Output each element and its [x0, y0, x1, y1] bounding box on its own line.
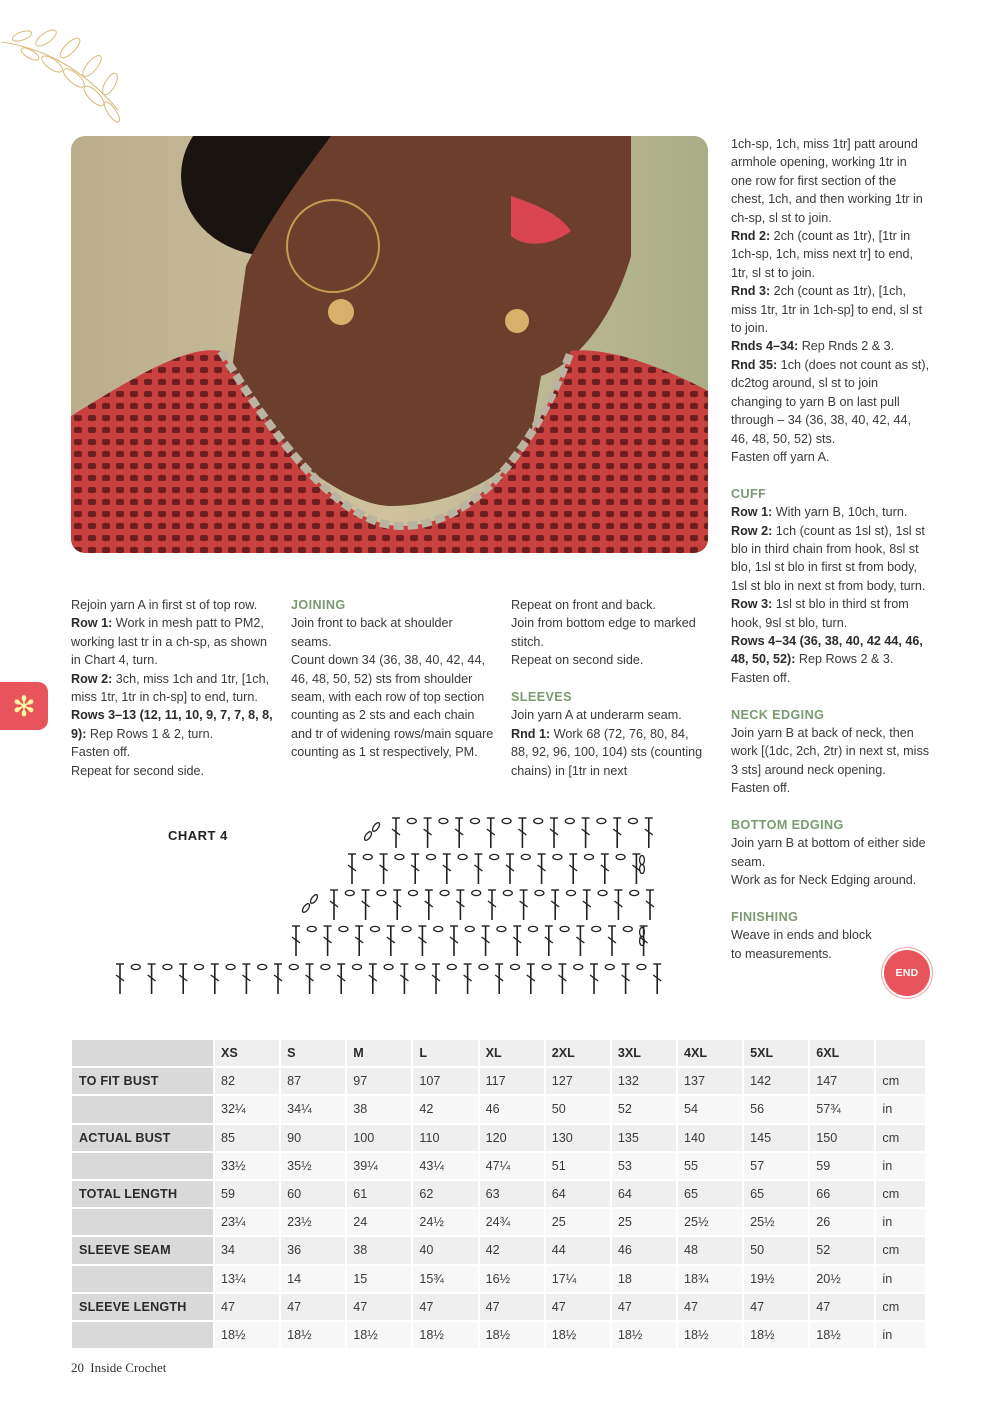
chain-stitch-symbol: [560, 926, 569, 931]
corner-cell: [72, 1040, 215, 1068]
chain-stitch-symbol: [339, 926, 348, 931]
measurement-value: 46: [612, 1237, 678, 1265]
instruction-text: Fasten off.: [731, 781, 791, 796]
size-header-cell: 2XL: [546, 1040, 612, 1068]
measurement-value: 60: [281, 1181, 347, 1209]
measurement-value: 34¼: [281, 1096, 347, 1124]
instruction-text: Work in mesh patt to PM2, working last tr in a ch-sp, as shown in Chart 4, turn.: [71, 616, 267, 668]
measurement-value: 25: [546, 1209, 612, 1237]
instruction-text: With yarn B, 10ch, turn.: [772, 505, 908, 520]
instruction-label: Row 2:: [731, 523, 773, 538]
cuff-heading: CUFF: [731, 486, 767, 501]
instruction-text: 1ch (count as 1sl st), 1sl st blo in third chain from hook, 8sl st blo, 1sl st blo in first st from body, 1sl st blo in next st from body, turn.: [731, 523, 926, 593]
instruction-text: Repeat for second side.: [71, 763, 205, 778]
instruction-line: [71, 706, 275, 743]
instruction-text: Count down 34 (36, 38, 40, 42, 44, 46, 48, 50, 52) sts from shoulder seam, with each row of top section counting as 2 sts and each chain and tr of widening rows/main square counting as 1 st respectively, PM.: [291, 653, 494, 760]
chain-stitch-symbol: [258, 964, 267, 969]
measurement-value: 24½: [413, 1209, 479, 1237]
instruction-text: Fasten off.: [731, 670, 791, 685]
chain-stitch-symbol: [371, 926, 380, 931]
measurement-value: 47: [281, 1294, 347, 1322]
chain-stitch-symbol: [497, 926, 506, 931]
measurement-value: 100: [347, 1125, 413, 1153]
instruction-text: 2ch (count as 1tr), [1ch, miss 1tr, 1tr in 1ch-sp] to end, sl st to join.: [731, 284, 923, 336]
unit-cell: in: [876, 1096, 927, 1124]
chain-stitch-symbol: [471, 818, 480, 823]
chain-stitch-symbol: [226, 964, 235, 969]
instruction-line: [731, 503, 931, 521]
measurement-value: 47¼: [480, 1153, 546, 1181]
chart-4-stitch-diagram: [110, 812, 670, 998]
neck-edging-heading: NECK EDGING: [731, 707, 825, 722]
instruction-label: Rows 3–13 (12, 11, 10, 9, 7, 7, 8, 8, 9):: [71, 708, 273, 741]
measurement-value: 47: [744, 1294, 810, 1322]
instruction-label: Rnd 3:: [731, 284, 771, 299]
instruction-text: Work as for Neck Edging around.: [731, 873, 917, 888]
instruction-text: Join yarn A at underarm seam.: [511, 708, 682, 723]
instruction-line: [731, 337, 931, 355]
measurement-value: 82: [215, 1068, 281, 1096]
measurement-value: 145: [744, 1125, 810, 1153]
size-header-cell: 3XL: [612, 1040, 678, 1068]
instruction-label: Rnd 35:: [731, 357, 778, 372]
instruction-label: Row 2:: [71, 671, 113, 686]
instruction-text: 1ch-sp, 1ch, miss 1tr] patt around armhole opening, working 1tr in one row for first section of the chest, 1ch, and then working 1tr in ch-sp, sl st to join.: [731, 137, 923, 225]
chain-stitch-symbol: [131, 964, 140, 969]
measurement-value: 62: [413, 1181, 479, 1209]
unit-cell: in: [876, 1322, 927, 1350]
measurement-value: 20½: [810, 1266, 876, 1294]
size-header-cell: 4XL: [678, 1040, 744, 1068]
measurement-value: 18: [612, 1266, 678, 1294]
instruction-line: [511, 725, 707, 780]
chain-stitch-symbol: [503, 890, 512, 895]
instruction-line: [731, 227, 931, 282]
measurement-value: 50: [546, 1096, 612, 1124]
chain-stitch-symbol: [629, 818, 638, 823]
instruction-line: [731, 669, 931, 687]
cuff-rows: [731, 503, 931, 687]
measurement-value: 18½: [612, 1322, 678, 1350]
chain-stitch-symbol: [521, 854, 530, 859]
measurement-value: 55: [678, 1153, 744, 1181]
unit-cell: in: [876, 1266, 927, 1294]
instruction-label: Rnds 4–34:: [731, 339, 799, 354]
size-header-cell: XL: [480, 1040, 546, 1068]
magazine-name: Inside Crochet: [90, 1360, 167, 1375]
chain-stitch-symbol: [416, 964, 425, 969]
instruction-text: Rep Rows 1 & 2, turn.: [86, 726, 214, 741]
page-number: 20: [71, 1360, 84, 1375]
chain-stitch-symbol: [458, 854, 467, 859]
measurement-value: 18½: [546, 1322, 612, 1350]
measurement-value: 17¼: [546, 1266, 612, 1294]
chain-stitch-symbol: [439, 818, 448, 823]
measurement-value: 63: [480, 1181, 546, 1209]
size-header-cell: XS: [215, 1040, 281, 1068]
measurement-value: 14: [281, 1266, 347, 1294]
measurement-value: 32¼: [215, 1096, 281, 1124]
size-header-cell: S: [281, 1040, 347, 1068]
instruction-text: 1sl st blo in third st from hook, 9sl st blo, turn.: [731, 597, 909, 630]
measurement-value: 51: [546, 1153, 612, 1181]
turning-chain-symbol: [301, 903, 311, 914]
measurement-label: [72, 1096, 215, 1124]
measurement-value: 47: [413, 1294, 479, 1322]
turning-chain-symbol: [640, 856, 645, 865]
measurement-value: 64: [612, 1181, 678, 1209]
chain-stitch-symbol: [565, 818, 574, 823]
measurement-value: 47: [612, 1294, 678, 1322]
chain-stitch-symbol: [384, 964, 393, 969]
chain-stitch-symbol: [195, 964, 204, 969]
measurement-value: 36: [281, 1237, 347, 1265]
instruction-line: [731, 724, 931, 779]
instruction-line: [731, 871, 931, 889]
chain-stitch-symbol: [427, 854, 436, 859]
chain-stitch-symbol: [472, 890, 481, 895]
chain-stitch-symbol: [402, 926, 411, 931]
chain-stitch-symbol: [407, 818, 416, 823]
measurement-value: 47: [678, 1294, 744, 1322]
instruction-line: [511, 651, 707, 669]
measurement-value: 18½: [215, 1322, 281, 1350]
chain-stitch-symbol: [363, 854, 372, 859]
turning-chain-symbol: [363, 831, 373, 842]
unit-header-cell: [876, 1040, 927, 1068]
measurement-value: 15¾: [413, 1266, 479, 1294]
measurement-value: 65: [744, 1181, 810, 1209]
measurement-value: 24¾: [480, 1209, 546, 1237]
measurement-value: 127: [546, 1068, 612, 1096]
measurement-value: 59: [810, 1153, 876, 1181]
instruction-text: Join from bottom edge to marked stitch.: [511, 616, 696, 649]
measurement-value: 42: [480, 1237, 546, 1265]
chain-stitch-symbol: [637, 964, 646, 969]
instruction-line: [731, 926, 881, 963]
measurement-value: 47: [347, 1294, 413, 1322]
measurement-value: 42: [413, 1096, 479, 1124]
measurement-value: 110: [413, 1125, 479, 1153]
instruction-text: Rep Rnds 2 & 3.: [798, 339, 895, 354]
measurement-label: ACTUAL BUST: [72, 1125, 215, 1153]
measurement-value: 65: [678, 1181, 744, 1209]
joining-heading: JOINING: [291, 598, 346, 612]
measurement-label: TOTAL LENGTH: [72, 1181, 215, 1209]
chain-stitch-symbol: [574, 964, 583, 969]
measurement-value: 56: [744, 1096, 810, 1124]
instruction-line: [731, 595, 931, 632]
instruction-text: Join yarn B at bottom of either side seam.: [731, 836, 926, 869]
instruction-text: Fasten off yarn A.: [731, 449, 830, 464]
measurement-value: 24: [347, 1209, 413, 1237]
table-row: [72, 1237, 927, 1265]
instruction-line: [511, 614, 707, 651]
joining-text: [291, 614, 495, 761]
measurement-value: 130: [546, 1125, 612, 1153]
size-table: [72, 1040, 927, 1350]
measurement-value: 132: [612, 1068, 678, 1096]
chain-stitch-symbol: [307, 926, 316, 931]
instruction-line: [511, 706, 707, 724]
chain-stitch-symbol: [440, 890, 449, 895]
measurement-value: 47: [480, 1294, 546, 1322]
unit-cell: cm: [876, 1294, 927, 1322]
measurement-value: 97: [347, 1068, 413, 1096]
measurement-value: 87: [281, 1068, 347, 1096]
chain-stitch-symbol: [630, 890, 639, 895]
measurement-value: 142: [744, 1068, 810, 1096]
measurement-value: 117: [480, 1068, 546, 1096]
measurement-value: 25½: [744, 1209, 810, 1237]
chain-stitch-symbol: [345, 890, 354, 895]
instruction-line: [511, 596, 707, 614]
chain-stitch-symbol: [377, 890, 386, 895]
unit-cell: in: [876, 1153, 927, 1181]
instruction-line: [291, 614, 495, 651]
chain-stitch-symbol: [321, 964, 330, 969]
instructions-column-2: [291, 596, 495, 762]
table-row: [72, 1266, 927, 1294]
chain-stitch-symbol: [616, 854, 625, 859]
table-row: [72, 1322, 927, 1350]
instruction-line: [731, 448, 931, 466]
size-header-cell: 5XL: [744, 1040, 810, 1068]
size-header-cell: 6XL: [810, 1040, 876, 1068]
measurement-label: SLEEVE SEAM: [72, 1237, 215, 1265]
measurement-value: 18½: [744, 1322, 810, 1350]
sleeves-heading: SLEEVES: [511, 690, 572, 705]
chain-stitch-symbol: [511, 964, 520, 969]
chain-stitch-symbol: [434, 926, 443, 931]
instruction-line: [731, 834, 931, 871]
instruction-text: Rep Rows 2 & 3.: [795, 652, 894, 667]
measurement-value: 43¼: [413, 1153, 479, 1181]
chain-stitch-symbol: [535, 890, 544, 895]
chain-stitch-symbol: [598, 890, 607, 895]
instruction-text: Join yarn B at back of neck, then work [(1dc, 2ch, 2tr) in next st, miss 3 sts] around neck opening.: [731, 725, 930, 777]
chain-stitch-symbol: [597, 818, 606, 823]
measurement-value: 140: [678, 1125, 744, 1153]
measurement-value: 15: [347, 1266, 413, 1294]
measurement-label: [72, 1322, 215, 1350]
measurement-value: 59: [215, 1181, 281, 1209]
measurement-value: 39¼: [347, 1153, 413, 1181]
instruction-text: 2ch (count as 1tr), [1tr in 1ch-sp, 1ch, miss next tr] to end, 1tr, sl st to join.: [731, 229, 913, 280]
measurement-value: 35½: [281, 1153, 347, 1181]
measurement-value: 107: [413, 1068, 479, 1096]
measurement-value: 66: [810, 1181, 876, 1209]
chain-stitch-symbol: [502, 818, 511, 823]
instruction-text: Weave in ends and block to measurements.: [731, 928, 872, 961]
measurement-value: 120: [480, 1125, 546, 1153]
section-tab-asterisk-icon: ✻: [0, 682, 48, 730]
instruction-text: 1ch (does not count as st), dc2tog around, sl st to join changing to yarn B on last pull through – 34 (36, 38, 40, 42, 44, 46, 48, 50, 52) sts.: [731, 357, 930, 446]
instruction-label: Rnd 2:: [731, 229, 771, 244]
measurement-value: 57: [744, 1153, 810, 1181]
neck-edging-text: [731, 724, 931, 798]
measurement-value: 50: [744, 1237, 810, 1265]
table-row: [72, 1181, 927, 1209]
leaf-sprig-decoration: [0, 10, 140, 125]
instruction-text: Work 68 (72, 76, 80, 84, 88, 92, 96, 100, 104) sts (counting chains) in [1tr in next: [511, 726, 703, 778]
instruction-label: Row 1:: [731, 505, 773, 520]
chain-stitch-symbol: [534, 818, 543, 823]
measurement-value: 18½: [413, 1322, 479, 1350]
measurement-value: 137: [678, 1068, 744, 1096]
measurement-value: 52: [810, 1237, 876, 1265]
chain-stitch-symbol: [409, 890, 418, 895]
instruction-label: Row 3:: [731, 597, 773, 612]
measurement-value: 53: [612, 1153, 678, 1181]
chart-4-label: CHART 4: [168, 828, 228, 843]
sleeves-text: [511, 706, 707, 780]
seam-text: [511, 596, 707, 670]
end-badge: END: [884, 950, 930, 996]
instruction-line: [731, 522, 931, 596]
instruction-label: Rnd 1:: [511, 726, 551, 741]
measurement-value: 18½: [281, 1322, 347, 1350]
measurement-value: 40: [413, 1237, 479, 1265]
measurement-value: 23¼: [215, 1209, 281, 1237]
instruction-text: Repeat on front and back.: [511, 598, 656, 612]
chain-stitch-symbol: [567, 890, 576, 895]
measurement-label: TO FIT BUST: [72, 1068, 215, 1096]
measurement-value: 44: [546, 1237, 612, 1265]
measurement-value: 135: [612, 1125, 678, 1153]
size-header-row: [72, 1040, 927, 1068]
unit-cell: in: [876, 1209, 927, 1237]
instruction-text: Rejoin yarn A in first st of top row.: [71, 598, 258, 612]
size-header-cell: M: [347, 1040, 413, 1068]
measurement-value: 54: [678, 1096, 744, 1124]
measurement-label: [72, 1153, 215, 1181]
measurement-value: 18½: [480, 1322, 546, 1350]
measurement-value: 13¼: [215, 1266, 281, 1294]
measurement-value: 38: [347, 1237, 413, 1265]
chain-stitch-symbol: [479, 964, 488, 969]
instruction-text: Join front to back at shoulder seams.: [291, 616, 453, 649]
size-header-cell: L: [413, 1040, 479, 1068]
instruction-line: [71, 614, 275, 669]
measurement-value: 47: [215, 1294, 281, 1322]
measurement-value: 25½: [678, 1209, 744, 1237]
unit-cell: cm: [876, 1125, 927, 1153]
chain-stitch-symbol: [592, 926, 601, 931]
measurement-label: [72, 1209, 215, 1237]
chain-stitch-symbol: [542, 964, 551, 969]
measurement-value: 18½: [347, 1322, 413, 1350]
instructions-right-column: [731, 135, 931, 963]
measurement-value: 64: [546, 1181, 612, 1209]
instruction-line: [731, 282, 931, 337]
chain-stitch-symbol: [623, 926, 632, 931]
chain-stitch-symbol: [289, 964, 298, 969]
measurement-value: 46: [480, 1096, 546, 1124]
instruction-text: 3ch, miss 1ch and 1tr, [1ch, miss 1tr, 1tr in ch-sp] to end, turn.: [71, 671, 270, 705]
table-row: [72, 1294, 927, 1322]
instruction-line: [71, 596, 275, 614]
bottom-edging-heading: BOTTOM EDGING: [731, 817, 844, 832]
measurement-value: 47: [546, 1294, 612, 1322]
chain-stitch-symbol: [585, 854, 594, 859]
measurement-value: 147: [810, 1068, 876, 1096]
measurement-label: SLEEVE LENGTH: [72, 1294, 215, 1322]
instruction-line: [291, 651, 495, 761]
chain-stitch-symbol: [395, 854, 404, 859]
instruction-line: [731, 135, 931, 227]
instruction-line: [731, 356, 931, 448]
instruction-text: Fasten off.: [71, 745, 131, 760]
finishing-text: [731, 926, 881, 963]
chain-stitch-symbol: [553, 854, 562, 859]
measurement-value: 47: [810, 1294, 876, 1322]
chain-stitch-symbol: [447, 964, 456, 969]
instruction-line: [71, 670, 275, 707]
measurement-value: 26: [810, 1209, 876, 1237]
measurement-value: 18½: [678, 1322, 744, 1350]
chain-stitch-symbol: [605, 964, 614, 969]
chain-stitch-symbol: [353, 964, 362, 969]
measurement-value: 90: [281, 1125, 347, 1153]
model-photo: [71, 136, 708, 553]
table-row: [72, 1209, 927, 1237]
instructions-column-3: [511, 596, 707, 780]
instruction-line: [731, 779, 931, 797]
measurement-value: 61: [347, 1181, 413, 1209]
chain-stitch-symbol: [490, 854, 499, 859]
armhole-rounds: [731, 135, 931, 466]
measurement-value: 18½: [810, 1322, 876, 1350]
measurement-value: 150: [810, 1125, 876, 1153]
measurement-value: 18¾: [678, 1266, 744, 1294]
measurement-label: [72, 1266, 215, 1294]
measurement-value: 85: [215, 1125, 281, 1153]
table-row: [72, 1068, 927, 1096]
instruction-line: [71, 762, 275, 780]
instructions-column-1: [71, 596, 275, 780]
chain-stitch-symbol: [163, 964, 172, 969]
measurement-value: 16½: [480, 1266, 546, 1294]
measurement-value: 19½: [744, 1266, 810, 1294]
table-row: [72, 1096, 927, 1124]
table-row: [72, 1153, 927, 1181]
measurement-value: 52: [612, 1096, 678, 1124]
measurement-value: 33½: [215, 1153, 281, 1181]
page-footer: [71, 1360, 166, 1376]
bottom-edging-text: [731, 834, 931, 889]
unit-cell: cm: [876, 1068, 927, 1096]
finishing-heading: FINISHING: [731, 910, 799, 924]
chain-stitch-symbol: [465, 926, 474, 931]
instruction-text: Repeat on second side.: [511, 653, 644, 668]
measurement-value: 48: [678, 1237, 744, 1265]
measurement-value: 34: [215, 1237, 281, 1265]
measurement-value: 23½: [281, 1209, 347, 1237]
measurement-value: 25: [612, 1209, 678, 1237]
measurement-value: 57¾: [810, 1096, 876, 1124]
unit-cell: cm: [876, 1181, 927, 1209]
chain-stitch-symbol: [529, 926, 538, 931]
table-row: [72, 1125, 927, 1153]
unit-cell: cm: [876, 1237, 927, 1265]
measurement-value: 38: [347, 1096, 413, 1124]
instruction-label: Rows 4–34 (36, 38, 40, 42 44, 46, 48, 50, 52):: [731, 633, 923, 667]
instruction-label: Row 1:: [71, 616, 113, 631]
instruction-line: [731, 632, 931, 669]
instruction-line: [71, 743, 275, 761]
